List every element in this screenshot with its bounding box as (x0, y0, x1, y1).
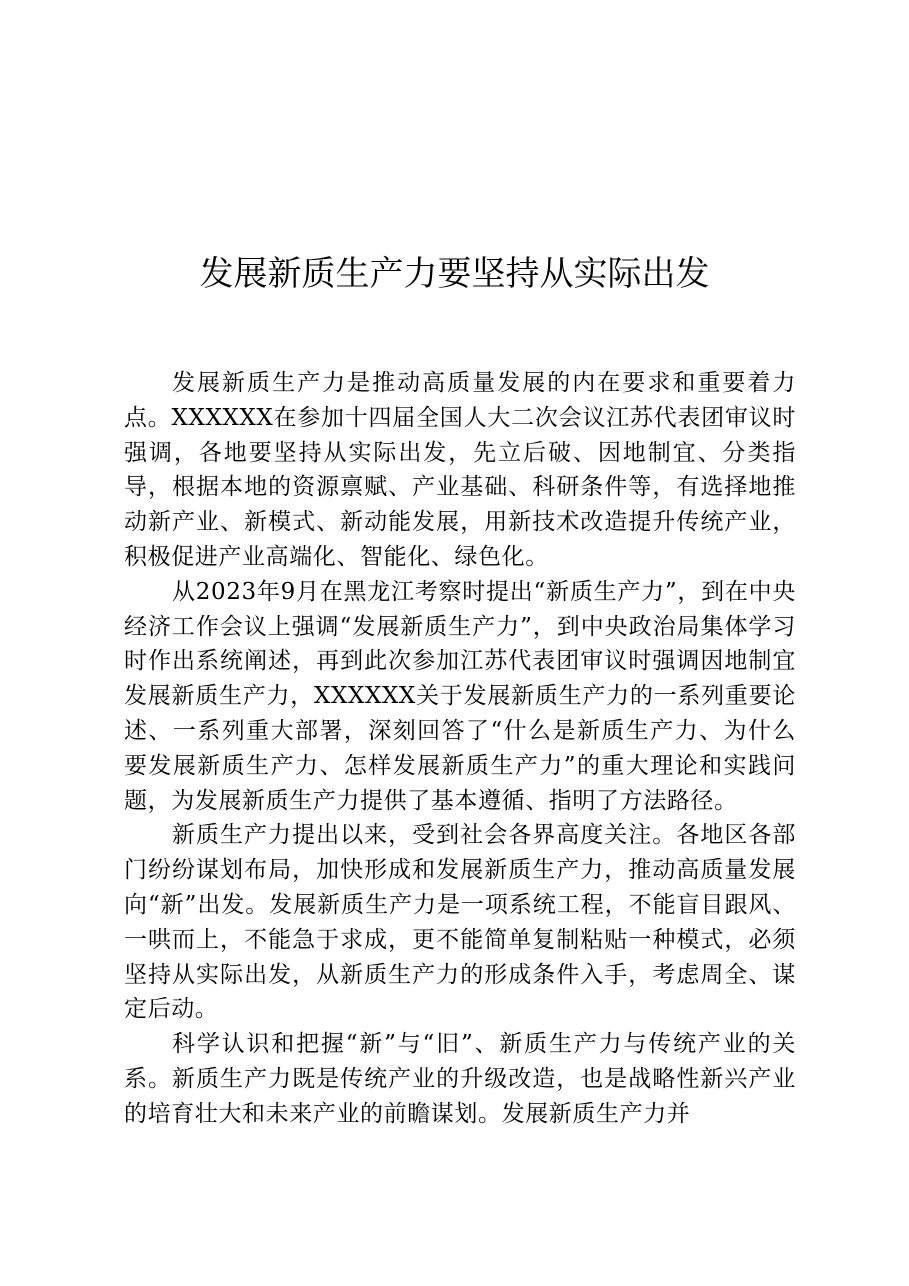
paragraph: 发展新质生产力是推动高质量发展的内在要求和重要着力点。XXXXXX在参加十四届全国人大二次会议江苏代表团审议时强调，各地要坚持从实际出发，先立后破、因地制宜、分类指导，根据本地的资源禀赋、产业基础、科研条件等，有选择地推动新产业、新模式、新动能发展，用新技术改造提升传统产业，积极促进产业高端化、智能化、绿色化。 (124, 370, 796, 570)
paragraph: 从2023年9月在黑龙江考察时提出“新质生产力”，到在中央经济工作会议上强调“发展新质生产力”，到中央政治局集体学习时作出系统阐述，再到此次参加江苏代表团审议时强调因地制宜发展新质生产力，XXXXXX关于发展新质生产力的一系列重要论述、一系列重大部署，深刻回答了“什么是新质生产力、为什么要发展新质生产力、怎样发展新质生产力”的重大理论和实践问题，为发展新质生产力提供了基本遵循、指明了方法路径。 (124, 578, 796, 814)
document-body (124, 366, 796, 1132)
document-title: 发展新质生产力要坚持从实际出发 (199, 254, 710, 294)
paragraph: 新质生产力提出以来，受到社会各界高度关注。各地区各部门纷纷谋划布局，加快形成和发展新质生产力，推动高质量发展向“新”出发。发展新质生产力是一项系统工程，不能盲目跟风、一哄而上，不能急于求成，更不能简单复制粘贴一种模式，必须坚持从实际出发，从新质生产力的形成条件入手，考虑周全、谋定后动。 (124, 822, 796, 1023)
paragraph: 科学认识和把握“新”与“旧”、新质生产力与传统产业的关系。新质生产力既是传统产业的升级改造，也是战略性新兴产业的培育壮大和未来产业的前瞻谋划。发展新质生产力并 (124, 1031, 796, 1127)
